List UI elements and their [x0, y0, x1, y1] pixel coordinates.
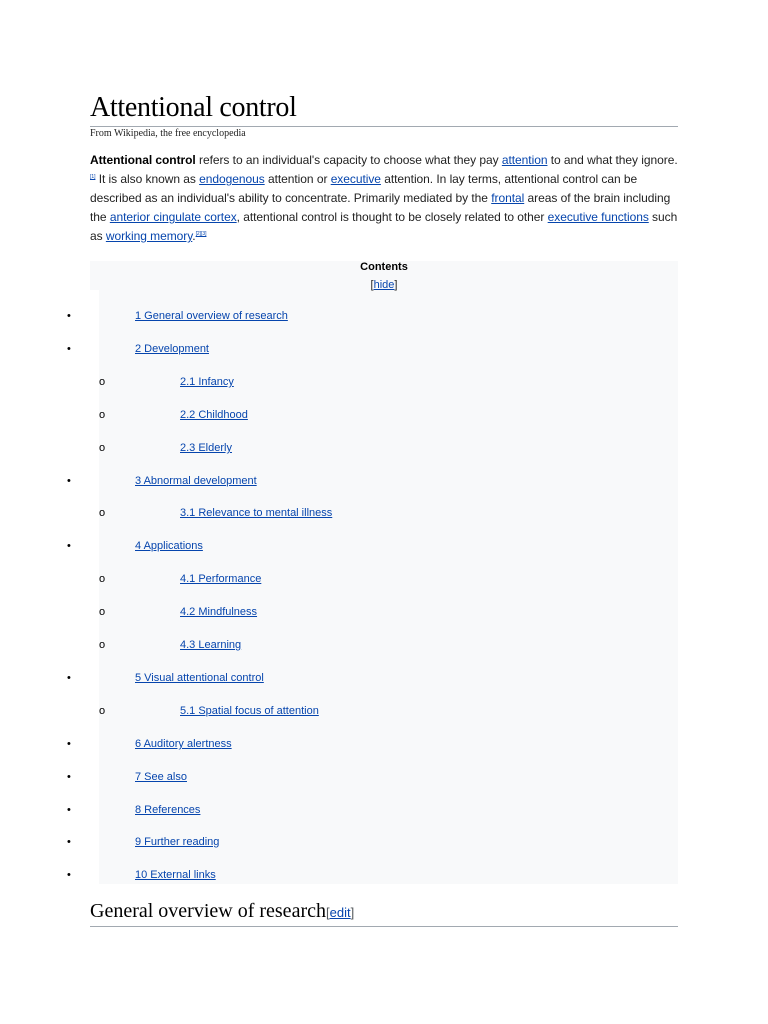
toc-bullet: • — [67, 540, 71, 552]
citation-2-3[interactable] — [196, 231, 207, 237]
lead-text: to and what they ignore. — [547, 153, 678, 167]
lead-text: attention. In lay terms, attentional control can be described as an individual's ability to concentrate. Primarily mediated by the — [90, 172, 638, 205]
toc-bullet: • — [67, 804, 71, 816]
toc-subitem[interactable]: 3.1 Relevance to mental illness — [180, 507, 333, 519]
toc-item[interactable]: 9 Further reading — [135, 836, 220, 848]
link-attention[interactable]: attention — [501, 153, 548, 167]
toc-bullet: • — [67, 771, 71, 783]
toc-item[interactable]: 5 Visual attentional control — [135, 672, 264, 684]
toc-subitem[interactable]: 2.1 Infancy — [180, 376, 234, 388]
toc-subbullet: o — [99, 606, 106, 618]
lead-text: such as — [90, 210, 678, 243]
section-edit — [326, 905, 354, 920]
edit-bracket-open: [ — [325, 905, 330, 920]
toc-item[interactable]: 6 Auditory alertness — [135, 738, 232, 750]
citation-1-link[interactable]: [1] — [90, 174, 96, 180]
link-anterior-cingulate-cortex[interactable]: anterior cingulate cortex — [109, 210, 237, 224]
toc-item[interactable]: 8 References — [135, 804, 201, 816]
toc-subitem[interactable]: 5.1 Spatial focus of attention — [180, 705, 319, 717]
toc-item[interactable]: 4 Applications — [135, 540, 203, 552]
section-heading — [90, 898, 678, 927]
link-frontal[interactable]: frontal — [491, 191, 525, 205]
lead-bold-term: Attentional control — [90, 153, 196, 167]
toc-subitem[interactable]: 2.2 Childhood — [180, 409, 248, 421]
toc-item[interactable]: 7 See also — [135, 771, 187, 783]
toc-item[interactable]: 10 External links — [135, 869, 216, 881]
toc-subbullet: o — [99, 639, 106, 651]
toc-item[interactable]: 2 Development — [135, 343, 209, 355]
link-working-memory[interactable]: working memory — [105, 229, 193, 243]
toc-subbullet: o — [99, 507, 106, 519]
toc-bullet: • — [67, 310, 71, 322]
toc-bullet: • — [67, 343, 71, 355]
toc-toggle-bracket-close: ] — [394, 279, 398, 291]
toc-title: Contents — [360, 261, 408, 273]
toc-toggle-bracket-open: [ — [370, 279, 374, 291]
lead-text: , attentional control is thought to be closely related to other — [236, 210, 548, 224]
lead-text: attention or — [264, 172, 331, 186]
lead-text: areas of the brain including the — [90, 191, 671, 224]
toc-subitem[interactable]: 2.3 Elderly — [180, 442, 232, 454]
toc-item[interactable]: 3 Abnormal development — [135, 475, 257, 487]
link-executive-functions[interactable]: executive functions — [547, 210, 649, 224]
toc-subbullet: o — [99, 573, 106, 585]
toc-bullet: • — [67, 672, 71, 684]
section-edit-link[interactable]: edit — [329, 905, 351, 920]
toc-toggle — [90, 279, 678, 291]
toc-subitem[interactable]: 4.1 Performance — [180, 573, 262, 585]
toc-bullet: • — [67, 869, 71, 881]
link-endogenous[interactable]: endogenous — [199, 172, 265, 186]
lead-text: It is also known as — [95, 172, 200, 186]
toc-bullet: • — [67, 738, 71, 750]
section-title: General overview of research — [90, 900, 326, 922]
page-title: Attentional control — [90, 90, 678, 127]
toc-subitem[interactable]: 4.2 Mindfulness — [180, 606, 258, 618]
lead-paragraph — [90, 151, 680, 246]
toc-subbullet: o — [99, 409, 106, 421]
toc-bullet: • — [67, 836, 71, 848]
toc-item[interactable]: 1 General overview of research — [135, 310, 288, 322]
toc-subitem[interactable]: 4.3 Learning — [180, 639, 242, 651]
toc-hide-link[interactable]: hide — [373, 279, 395, 291]
toc-bullet: • — [67, 475, 71, 487]
page-tagline: From Wikipedia, the free encyclopedia — [90, 128, 246, 139]
edit-bracket-close: ] — [350, 905, 355, 920]
lead-text: refers to an individual's capacity to choose what they pay — [195, 153, 502, 167]
toc-subbullet: o — [99, 376, 106, 388]
toc-subbullet: o — [99, 442, 106, 454]
toc-left-gutter — [90, 290, 99, 885]
link-executive[interactable]: executive — [330, 172, 381, 186]
citation-2-3-link[interactable]: [2][3] — [195, 231, 207, 237]
toc-subbullet: o — [99, 705, 106, 717]
lead-text: . — [192, 229, 196, 243]
